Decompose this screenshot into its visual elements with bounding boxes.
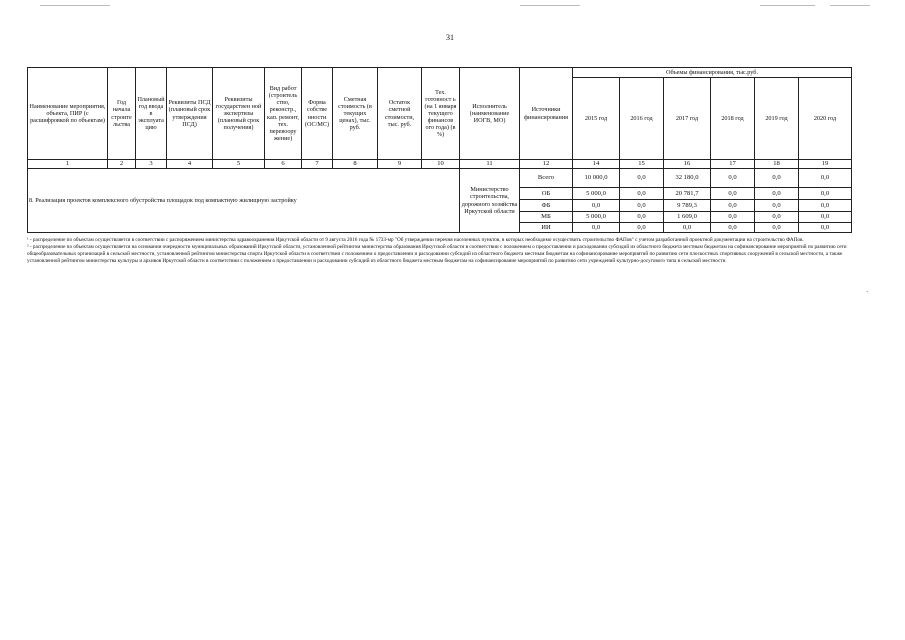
value-cell: 0,0 — [799, 212, 852, 223]
column-number: 1 — [28, 160, 108, 169]
source-cell: Всего — [520, 169, 573, 188]
header-year: 2020 год — [799, 78, 852, 160]
value-cell: 0,0 — [711, 188, 755, 200]
header-year: 2015 год — [573, 78, 620, 160]
source-cell: ИИ — [520, 223, 573, 233]
value-cell: 0,0 — [755, 200, 799, 212]
column-number: 2 — [108, 160, 136, 169]
column-number: 12 — [520, 160, 573, 169]
source-cell: МБ — [520, 212, 573, 223]
value-cell: 0,0 — [799, 223, 852, 233]
column-number: 15 — [620, 160, 664, 169]
value-cell: 0,0 — [620, 212, 664, 223]
header-estimate: Сметная стоимость (в текущих ценах), тыс. руб. — [333, 68, 378, 160]
header-year: 2019 год — [755, 78, 799, 160]
value-cell: 0,0 — [711, 212, 755, 223]
value-cell: 0,0 — [620, 223, 664, 233]
source-cell: ОБ — [520, 188, 573, 200]
column-number: 16 — [664, 160, 711, 169]
header-funding-group: Объемы финансирования, тыс.руб. — [573, 68, 852, 78]
value-cell: 0,0 — [755, 212, 799, 223]
header-year: 2017 год — [664, 78, 711, 160]
header-year: 2016 год — [620, 78, 664, 160]
column-number: 18 — [755, 160, 799, 169]
header-work-type: Вид работ (строитель ство, реконстр., кап. ремонт, тех. перевоору жение) — [265, 68, 302, 160]
column-number: 9 — [378, 160, 422, 169]
value-cell: 0,0 — [711, 223, 755, 233]
value-cell: 20 781,7 — [664, 188, 711, 200]
header-year: 2018 год — [711, 78, 755, 160]
value-cell: 32 180,0 — [664, 169, 711, 188]
column-number: 3 — [136, 160, 167, 169]
header-year-start: Год начала строите льства — [108, 68, 136, 160]
value-cell: 9 789,3 — [664, 200, 711, 212]
header-planned-year: Плановый год ввода в эксплуата цию — [136, 68, 167, 160]
column-number: 4 — [167, 160, 213, 169]
column-number: 10 — [422, 160, 460, 169]
footnotes — [27, 237, 862, 264]
value-cell: 0,0 — [799, 188, 852, 200]
footnote-1: ¹ - распределение по объектам осуществляется в соответствии с распоряжением министерства здравоохранения Иркутской области от 9 августа 2016 года № 1733-мр "Об утверждении перечня населенных пунктов, в которых необходимо осуществить строительство ФАПов" с учетом разработанной проектной документации на строительство ФАПов. — [27, 237, 804, 243]
header-row-top — [28, 68, 852, 78]
value-cell: 0,0 — [711, 200, 755, 212]
column-number: 14 — [573, 160, 620, 169]
column-number: 6 — [265, 160, 302, 169]
header-executor: Исполнитель (наименование ИОГВ, МО) — [460, 68, 520, 160]
value-cell: 1 609,0 — [664, 212, 711, 223]
scan-edge-marks — [0, 0, 905, 12]
value-cell: 0,0 — [755, 169, 799, 188]
value-cell: 0,0 — [711, 169, 755, 188]
value-cell: 0,0 — [573, 200, 620, 212]
funding-table — [27, 67, 852, 233]
header-readiness: Тех. готовност ь (на 1 января текущего финансов ого года) (в %) — [422, 68, 460, 160]
header-sources: Источники финансирования — [520, 68, 573, 160]
column-number-row — [28, 160, 852, 169]
scan-speck: · — [866, 288, 869, 296]
source-cell: ФБ — [520, 200, 573, 212]
value-cell: 0,0 — [573, 223, 620, 233]
header-psd: Реквизиты ПСД (плановый срок утверждения ПСД) — [167, 68, 213, 160]
column-number: 5 — [213, 160, 265, 169]
table-row — [28, 169, 852, 188]
value-cell: 0,0 — [799, 200, 852, 212]
value-cell: 0,0 — [755, 223, 799, 233]
value-cell: 0,0 — [620, 200, 664, 212]
column-number: 17 — [711, 160, 755, 169]
header-expertise: Реквизиты государствен ной экспертизы (плановый срок получения) — [213, 68, 265, 160]
value-cell: 0,0 — [755, 188, 799, 200]
page-number: 31 — [446, 33, 454, 42]
executor-cell: Министерство строительства, дорожного хозяйства Иркутской области — [460, 169, 520, 233]
column-number: 7 — [302, 160, 333, 169]
value-cell: 0,0 — [620, 188, 664, 200]
column-number: 19 — [799, 160, 852, 169]
value-cell: 10 000,0 — [573, 169, 620, 188]
header-name: Наименование мероприятия, объекта, ПИР (с расшифровкой по объектам) — [28, 68, 108, 160]
value-cell: 5 000,0 — [573, 212, 620, 223]
value-cell: 0,0 — [664, 223, 711, 233]
column-number: 8 — [333, 160, 378, 169]
value-cell: 5 000,0 — [573, 188, 620, 200]
footnote-2: ² - распределение по объектам осуществляется на основании очередности муниципальных образований Иркутской области, установленной рейтингом министерства образования Иркутской области в соответствии с положением о предоставлении и расходовании субсидий из областного бюджета местным бюджетам на софинансирование мероприятий по развитию сети общеобразовательных организаций в сельской местности, установленной рейтингом министерства спорта Иркутской области в соответствии с положением о предоставлении и расходовании субсидий из областного бюджета местным бюджетам на софинансирование мероприятий по развитию сети плоскостных спортивных сооружений в сельской местности, а также установленной рейтингом министерства культуры и архивов Иркутской области в соответствии с положением о предоставлении и расходовании субсидий из областного бюджета местным бюджетам на софинансирование мероприятий по развитию сети учреждений культурно-досугового типа в сельской местности. — [27, 243, 847, 264]
value-cell: 0,0 — [799, 169, 852, 188]
value-cell: 0,0 — [620, 169, 664, 188]
header-ownership: Форма собстве нности (ОС/МС) — [302, 68, 333, 160]
section-title: 8. Реализация проектов комплексного обустройства площадок под компактную жилищную застройку — [28, 169, 460, 233]
column-number: 11 — [460, 160, 520, 169]
header-remainder: Остаток сметной стоимости, тыс. руб. — [378, 68, 422, 160]
